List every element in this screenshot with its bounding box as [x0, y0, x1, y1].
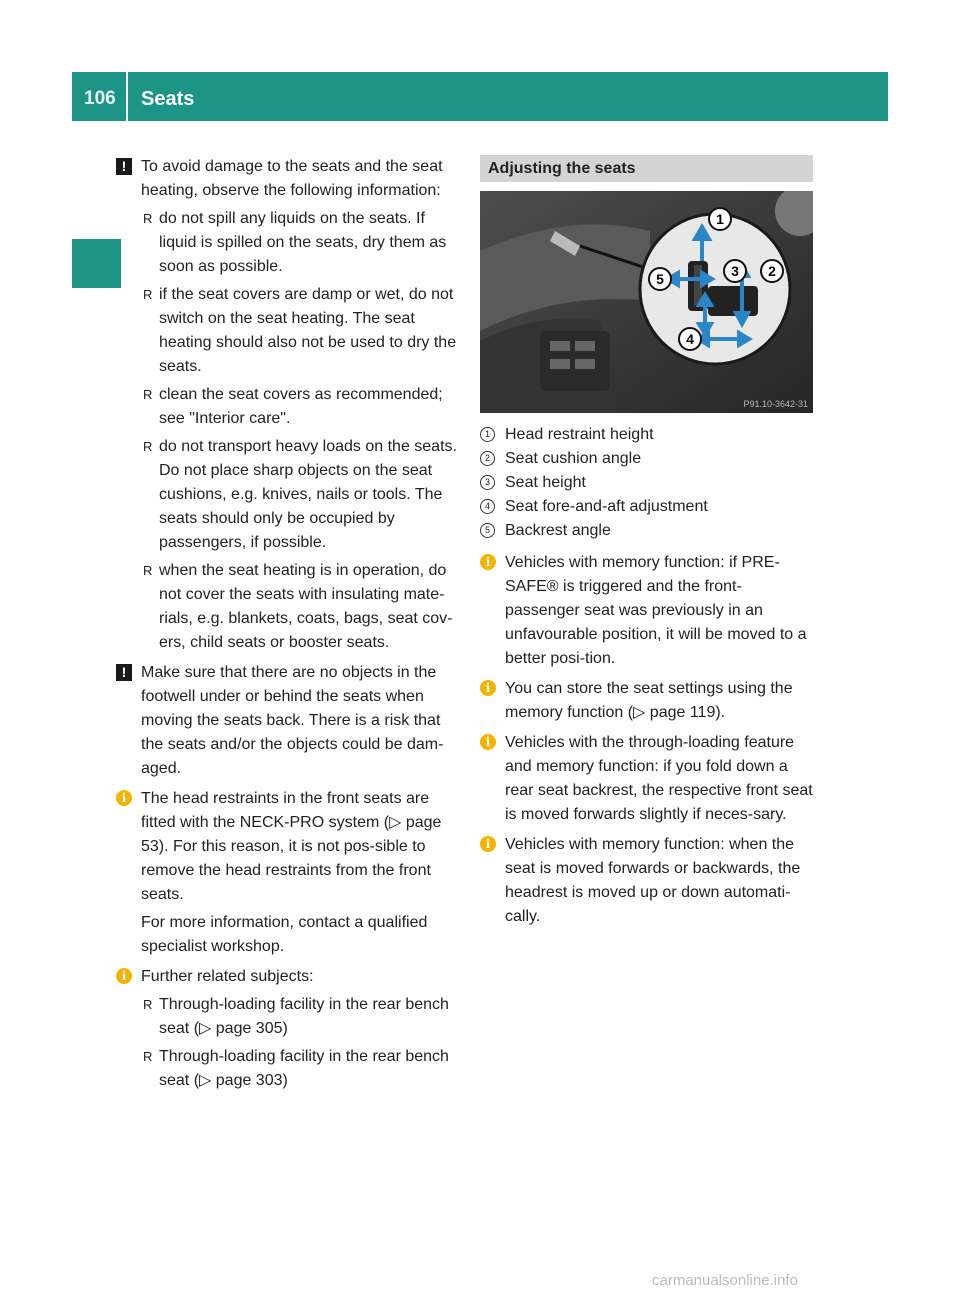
right-column	[480, 155, 813, 935]
figure-code: P91.10-3642-31	[743, 399, 808, 409]
callout-5-label: 5	[656, 271, 664, 287]
legend-item: 5 Backrest angle	[480, 519, 813, 543]
list-item: R clean the seat covers as recommended; see "Interior care".	[141, 383, 462, 431]
list-item: R Through-loading facility in the rear bench seat (▷ page 303)	[141, 1045, 462, 1093]
warning-note	[116, 155, 462, 655]
page-title: Seats	[141, 88, 195, 110]
info-note	[480, 833, 813, 929]
info-icon: i	[116, 968, 132, 984]
callout-4-label: 4	[686, 331, 694, 347]
info-icon: i	[480, 836, 496, 852]
info-text: Further related subjects:	[141, 968, 314, 985]
header-divider	[126, 72, 128, 121]
list-item: R when the seat heating is in operation, do not cover the seats with insulating mate-rials, e.g. blankets, coats, bags, seat cov-ers, child seats or booster seats.	[141, 559, 462, 655]
legend-item: 2 Seat cushion angle	[480, 447, 813, 471]
info-icon: i	[116, 790, 132, 806]
warning-note	[116, 661, 462, 781]
side-tab-marker	[72, 239, 121, 288]
left-column	[116, 155, 462, 1099]
header-bar	[72, 72, 888, 121]
page-number: 106	[84, 88, 116, 109]
info-note	[480, 677, 813, 725]
callout-1-label: 1	[716, 211, 724, 227]
info-icon: i	[480, 734, 496, 750]
callout-number: 1	[480, 427, 495, 442]
info-text: Vehicles with memory function: if PRE-SAFE® is triggered and the front-passenger seat was previously in an unfavourable position, it will be moved to a better posi-tion.	[505, 554, 807, 667]
info-text: Vehicles with the through-loading feature and memory function: if you fold down a rear seat backrest, the respective front seat is moved forwards slightly if neces-sary.	[505, 734, 813, 823]
info-note	[480, 551, 813, 671]
info-note	[480, 731, 813, 827]
bullet-icon: R	[143, 1049, 153, 1064]
info-text: The head restraints in the front seats are fitted with the NECK-PRO system (▷ page 53). For this reason, it is not pos-sible to remove the head restraints from the front seats.	[141, 790, 442, 903]
bullet-icon: R	[143, 563, 153, 578]
bullet-icon: R	[143, 997, 153, 1012]
info-text: Vehicles with memory function: when the seat is moved forwards or backwards, the headrest is moved up or down automati-cally.	[505, 836, 801, 925]
info-icon: i	[480, 680, 496, 696]
warning-text: Make sure that there are no objects in the footwell under or behind the seats when moving the seats back. There is a risk that the seats and/or the objects could be dam-aged.	[141, 664, 444, 777]
warning-icon: !	[116, 664, 132, 681]
legend-item: 1 Head restraint height	[480, 423, 813, 447]
section-heading: Adjusting the seats	[480, 155, 813, 182]
info-icon: i	[480, 554, 496, 570]
list-item: R do not spill any liquids on the seats. If liquid is spilled on the seats, dry them as soon as possible.	[141, 207, 462, 279]
watermark: carmanualsonline.info	[652, 1272, 798, 1289]
list-item: R if the seat covers are damp or wet, do not switch on the seat heating. The seat heating should also not be used to dry the seats.	[141, 283, 462, 379]
callout-number: 5	[480, 523, 495, 538]
bullet-icon: R	[143, 211, 153, 226]
bullet-icon: R	[143, 387, 153, 402]
callout-2-label: 2	[768, 263, 776, 279]
warning-icon: !	[116, 158, 132, 175]
legend-item: 3 Seat height	[480, 471, 813, 495]
callout-number: 3	[480, 475, 495, 490]
seat-controls-figure	[480, 191, 813, 413]
related-links-list	[141, 993, 462, 1093]
info-text: You can store the seat settings using the memory function (▷ page 119).	[505, 680, 793, 721]
legend-item: 4 Seat fore-and-aft adjustment	[480, 495, 813, 519]
warning-text: To avoid damage to the seats and the seat heating, observe the following information:	[141, 158, 443, 199]
warning-bullet-list	[141, 207, 462, 655]
callout-number: 2	[480, 451, 495, 466]
info-note	[116, 965, 462, 1093]
bullet-icon: R	[143, 287, 153, 302]
callout-3-label: 3	[731, 263, 739, 279]
list-item: R do not transport heavy loads on the seats. Do not place sharp objects on the seat cushions, e.g. knives, nails or tools. The seats should only be occupied by passengers, if possible.	[141, 435, 462, 555]
callout-number: 4	[480, 499, 495, 514]
bullet-icon: R	[143, 439, 153, 454]
info-note	[116, 787, 462, 959]
seat-controls-illustration	[480, 191, 813, 413]
figure-legend	[480, 423, 813, 543]
info-text: For more information, contact a qualified specialist workshop.	[141, 914, 428, 955]
list-item: R Through-loading facility in the rear bench seat (▷ page 305)	[141, 993, 462, 1041]
